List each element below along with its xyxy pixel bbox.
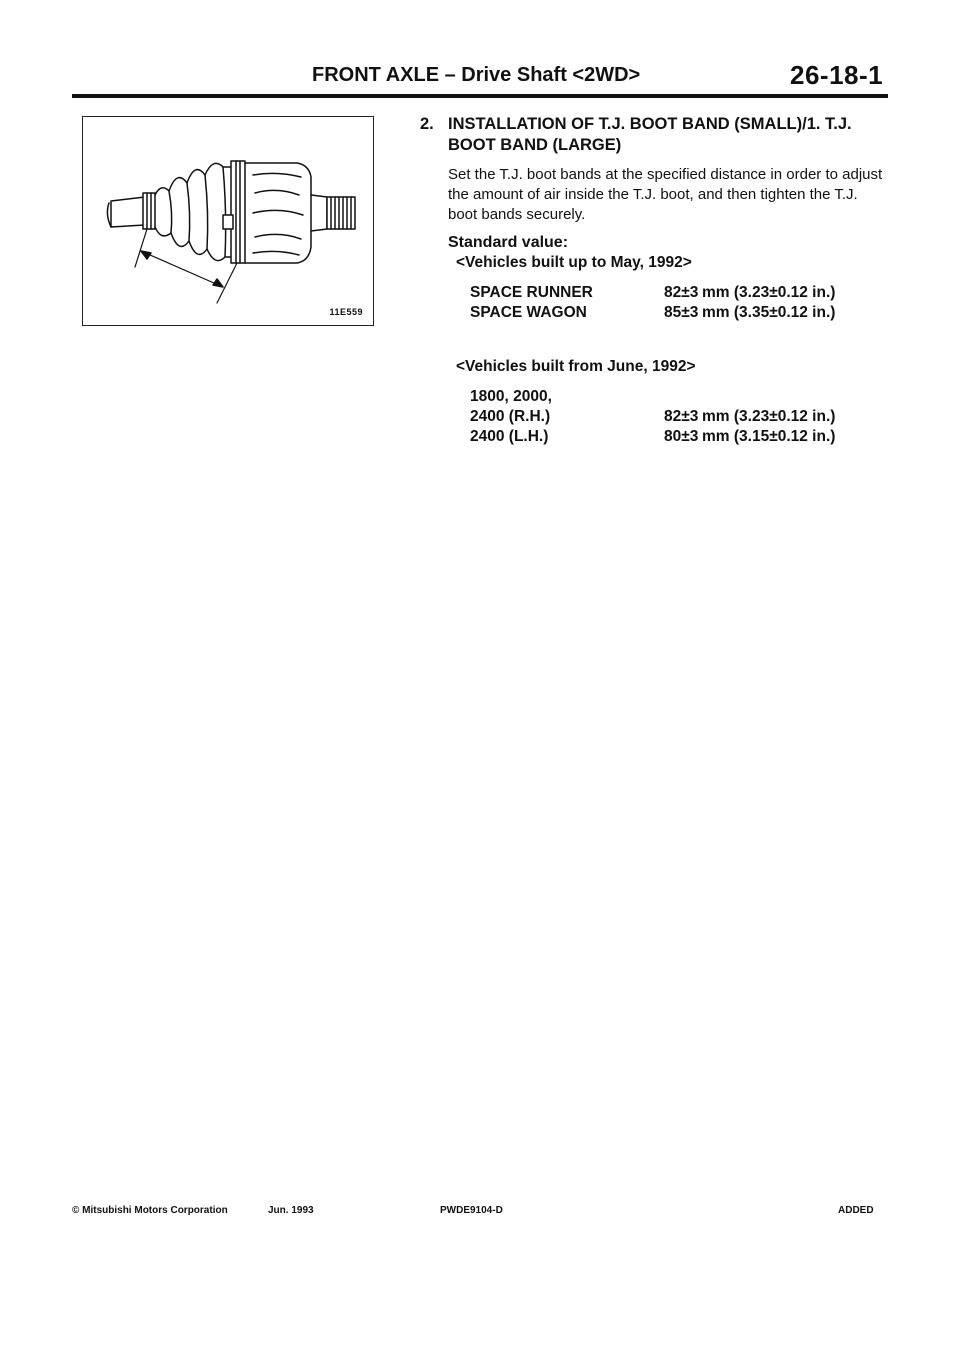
- spec-unit: mm (3.23±0.12 in.): [702, 408, 836, 425]
- spec-row: [470, 283, 835, 303]
- spec-table: [470, 283, 835, 323]
- spec-model: 2400 (L.H.): [470, 428, 549, 445]
- spec-row: [470, 407, 835, 427]
- condition-label: <Vehicles built up to May, 1992>: [456, 254, 692, 271]
- footer-doc-code: PWDE9104-D: [440, 1205, 503, 1216]
- footer-copyright: © Mitsubishi Motors Corporation: [72, 1205, 228, 1216]
- page-title: FRONT AXLE – Drive Shaft <2WD>: [312, 64, 641, 86]
- spec-row: [470, 303, 835, 323]
- page-number: 26-18-1: [790, 60, 884, 90]
- spec-model: SPACE RUNNER: [470, 284, 593, 301]
- spec-value: 82±3: [664, 408, 699, 425]
- condition-label: <Vehicles built from June, 1992>: [456, 358, 696, 375]
- spec-unit: mm (3.35±0.12 in.): [702, 304, 836, 321]
- spec-unit: mm (3.23±0.12 in.): [702, 284, 836, 301]
- step-number: 2.: [420, 115, 434, 133]
- procedure-section: [420, 114, 890, 447]
- spec-row: [470, 427, 835, 447]
- figure-tj-boot: [82, 116, 374, 326]
- figure-code: 11E559: [329, 307, 363, 317]
- step-heading: [420, 114, 890, 156]
- spec-table: [470, 387, 835, 447]
- step-body: Set the T.J. boot bands at the specified distance in order to adjust the amount of air inside the T.J. boot, and then tighten the T.J. boot bands securely.: [448, 166, 883, 223]
- spec-model: SPACE WAGON: [470, 304, 587, 321]
- spec-model: 2400 (R.H.): [470, 408, 551, 425]
- footer-status: ADDED: [838, 1205, 874, 1216]
- footer-date: Jun. 1993: [268, 1205, 314, 1216]
- standard-value-label: Standard value:: [448, 234, 569, 251]
- step-title: INSTALLATION OF T.J. BOOT BAND (SMALL)/1. T.J. BOOT BAND (LARGE): [448, 115, 852, 154]
- spec-value: 80±3: [664, 428, 699, 445]
- spec-value: 82±3: [664, 284, 699, 301]
- spec-model: 1800, 2000,: [470, 388, 552, 405]
- spec-unit: mm (3.15±0.12 in.): [702, 428, 836, 445]
- tj-boot-illustration: [83, 117, 373, 325]
- spec-row: [470, 387, 835, 407]
- spec-value: [664, 387, 702, 407]
- spec-value: 85±3: [664, 304, 699, 321]
- spec-unit: [702, 387, 835, 407]
- header-divider: [72, 94, 888, 98]
